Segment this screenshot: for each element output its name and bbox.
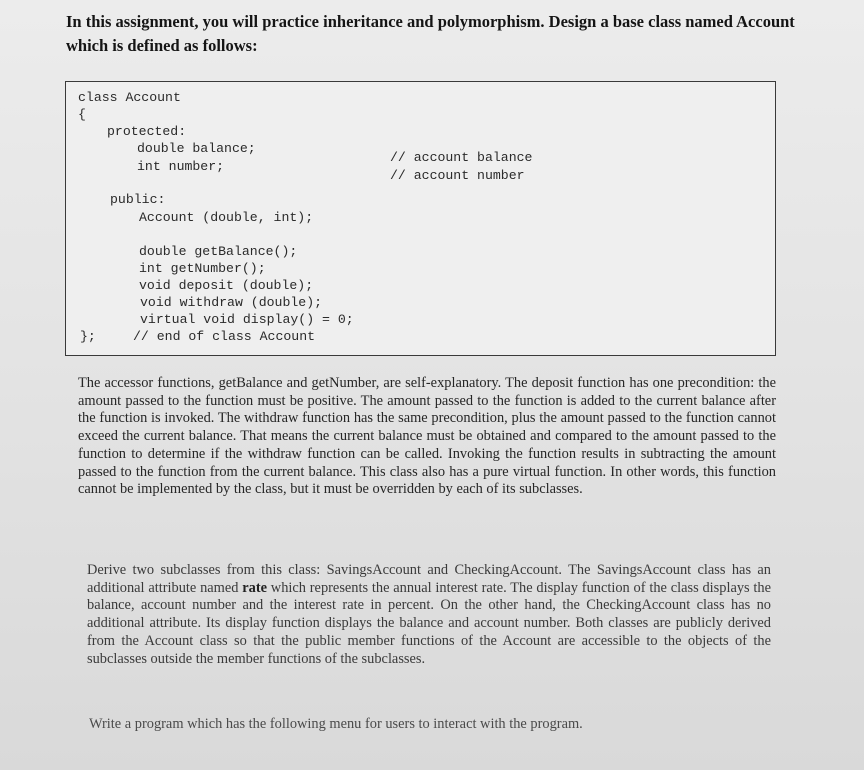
- code-comment: // end of class Account: [133, 329, 316, 344]
- code-line: int number;: [137, 159, 225, 174]
- code-block: [65, 81, 776, 356]
- code-line: public:: [110, 192, 166, 207]
- rate-keyword: rate: [242, 579, 268, 596]
- paragraph-text: Derive two subclasses from this class: SavingsAccount and CheckingAccount. The SavingsAccount class has an additional attribute named: [87, 562, 771, 596]
- code-comment: // account balance: [390, 150, 533, 165]
- code-line: Account (double, int);: [139, 210, 314, 225]
- paragraph-text: which represents the annual interest rate. The display function of the class displays the balance, account number and the interest rate in percent. On the other hand, the CheckingAccount class has no additional attribute. Its display function displays the balance and account number. Both classes are publicly derived from the Account class so that the public member functions of the Account are accessible to the objects of the subclasses outside the member functions of the subclasses.: [87, 579, 772, 667]
- code-comment: // account number: [390, 168, 525, 183]
- intro-text: In this assignment, you will practice inheritance and polymorphism. Design a base class named Account which is defined as follows:: [66, 12, 795, 55]
- code-line: int getNumber();: [139, 261, 266, 276]
- code-line: protected:: [107, 124, 187, 139]
- paragraph-subclasses: [87, 562, 771, 668]
- code-line: double getBalance();: [139, 244, 298, 259]
- code-line: class Account: [78, 90, 181, 105]
- paragraph-menu-instruction: Write a program which has the following menu for users to interact with the program.: [89, 716, 583, 732]
- code-line: void deposit (double);: [139, 278, 314, 293]
- code-line: virtual void display() = 0;: [140, 312, 354, 327]
- paragraph-accessor-functions: The accessor functions, getBalance and getNumber, are self-explanatory. The deposit function has one precondition: the amount passed to the function must be positive. The amount passed to the function is added to the current balance after the function is invoked. The withdraw function has the same precondition, plus the amount passed to the function cannot exceed the current balance. That means the current balance must be obtained and compared to the amount passed to the function to determine if the withdraw function can be called. Invoking the function results in subtracting the amount passed to the function from the current balance. This class also has a pure virtual function. In other words, this function cannot be implemented by the class, but it must be overridden by each of its subclasses.: [78, 375, 776, 498]
- code-line: {: [78, 107, 86, 122]
- code-line: void withdraw (double);: [140, 295, 323, 310]
- code-line: };: [80, 329, 96, 344]
- code-line: double balance;: [137, 141, 256, 156]
